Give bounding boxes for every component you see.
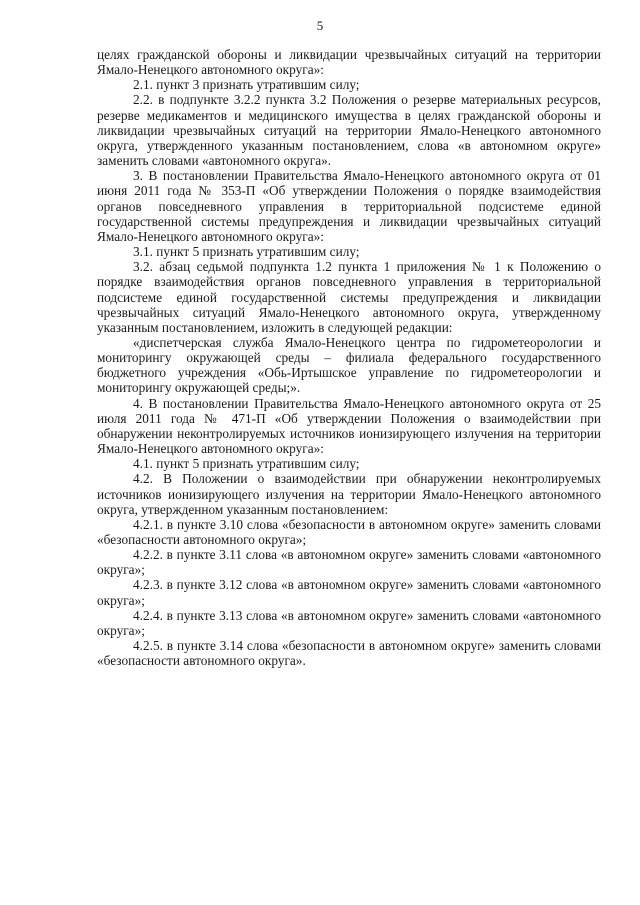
paragraph-3-1: 3.1. пункт 5 признать утратившим силу; — [133, 244, 360, 260]
paragraph-4-2-5: 4.2.5. в пункте 3.14 слова «безопасности в автономном округе» заменить словами «безопасности автономного округа». — [97, 638, 601, 669]
paragraph-2-2: 2.2. в подпункте 3.2.2 пункта 3.2 Положения о резерве материальных ресурсов, резерве медикаментов и медицинского имущества в целях гражданской обороны и ликвидации чрезвычайных ситуаций на территории Ямало-Ненецкого автономного округа, утвержденного указанным постановлением, слова «в автономном округе» заменить словами «автономного округа». — [97, 92, 601, 169]
paragraph-3: 3. В постановлении Правительства Ямало-Ненецкого автономного округа от 01 июня 2011 года № 353-П «Об утверждении Положения о порядке взаимодействия органов повседневного управления в территориальной подсистеме единой государственной системы предупреждения и ликвидации чрезвычайных ситуаций Ямало-Ненецкого автономного округа»: — [97, 168, 601, 244]
paragraph-4-2-2: 4.2.2. в пункте 3.11 слова «в автономном округе» заменить словами «автономного округа»; — [97, 547, 601, 578]
paragraph-4-2-1: 4.2.1. в пункте 3.10 слова «безопасности в автономном округе» заменить словами «безопасности автономного округа»; — [97, 516, 601, 547]
paragraph-quote: «диспетчерская служба Ямало-Ненецкого центра по гидрометеорологии и мониторингу окружающей среды – филиала федерального государственного бюджетного учреждения «Обь-Иртышское управление по гидрометеорологии и мониторингу окружающей среды;». — [97, 334, 601, 396]
paragraph-4-1: 4.1. пункт 5 признать утратившим силу; — [133, 456, 360, 472]
document-body — [97, 47, 601, 668]
page-number: 5 — [316, 18, 324, 33]
paragraph-3-2: 3.2. абзац седьмой подпункта 1.2 пункта 1 приложения № 1 к Положению о порядке взаимодействия органов повседневного управления в территориальной подсистеме единой государственной системы предупреждения и ликвидации чрезвычайных ситуаций Ямало-Ненецкого автономного округа, утвержденному указанным постановлением, изложить в следующей редакции: — [97, 259, 601, 335]
paragraph-2-1: 2.1. пункт 3 признать утратившим силу; — [133, 77, 360, 93]
paragraph-4: 4. В постановлении Правительства Ямало-Ненецкого автономного округа от 25 июля 2011 года № 471-П «Об утверждении Положения о взаимодействии при обнаружении неконтролируемых источников ионизирующего излучения на территории Ямало-Ненецкого автономного округа»: — [97, 395, 601, 457]
paragraph-4-2: 4.2. В Положении о взаимодействии при обнаружении неконтролируемых источников ионизирующего излучения на территории Ямало-Ненецкого автономного округа, утвержденном указанным постановлением: — [97, 471, 601, 517]
paragraph-continuation: целях гражданской обороны и ликвидации чрезвычайных ситуаций на территории Ямало-Ненецкого автономного округа»: — [97, 47, 601, 78]
paragraph-4-2-4: 4.2.4. в пункте 3.13 слова «в автономном округе» заменить словами «автономного округа»; — [97, 607, 601, 638]
paragraph-4-2-3: 4.2.3. в пункте 3.12 слова «в автономном округе» заменить словами «автономного округа»; — [97, 577, 601, 608]
